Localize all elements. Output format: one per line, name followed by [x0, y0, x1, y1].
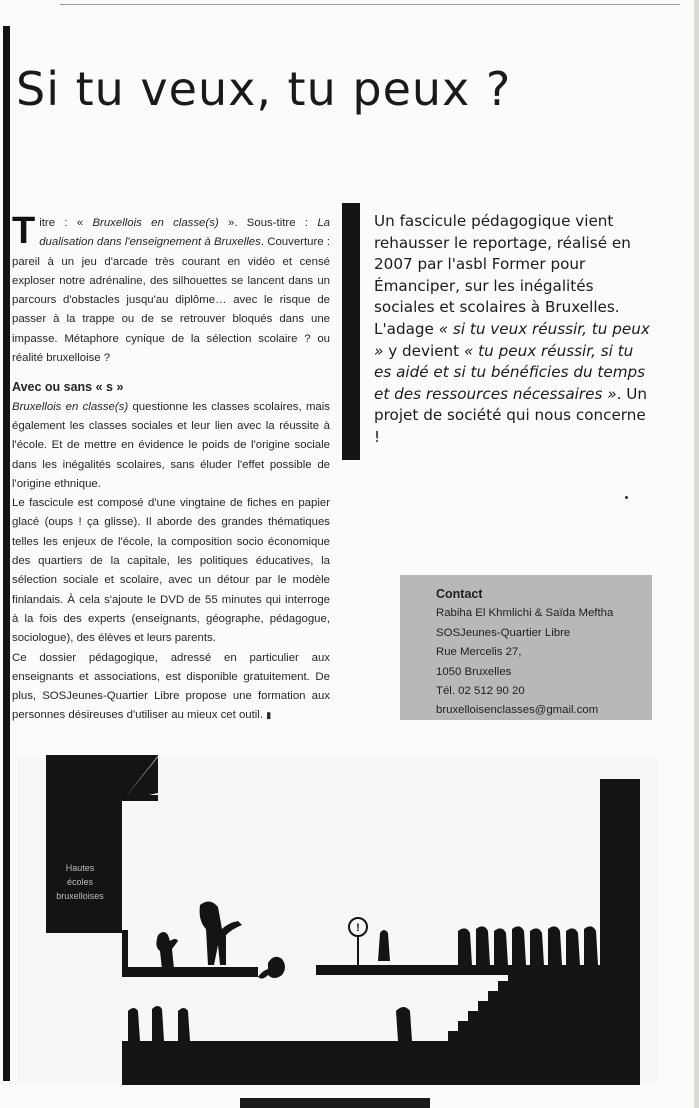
contact-phone: Tél. 02 512 90 20 [436, 685, 525, 698]
paragraph-3-text: Ce dossier pédagogique, adressé en particulier aux enseignants et associations, est disponible gratuitement. De plus, SOSJeunes-Quartier Libre propose une formation aux personnes désireuses d'utiliser au mieux cet outil. [12, 651, 330, 722]
contact-city: 1050 Bruxelles [436, 665, 512, 678]
paragraph-1 [12, 398, 330, 494]
paragraph-1-text: questionne les classes scolaires, mais également les classes sociales et leur lien avec la réussite à l'école. Et de mettre en évidence le poids de l'origine sociale dans les inégalités scolaires, sans éluder l'effet possible de l'origine ethnique. [12, 400, 330, 490]
pull-quote-run: . Un projet de société qui nous concerne ! [374, 384, 647, 446]
intro-run: . Couverture : pareil à un jeu d'arcade très courant en vidéo et censé exploser notre adrénaline, des silhouettes se lancent dans un parcours d'obstacles jusqu'au diplôme… avec le risque de passer à la trappe ou de se retrouver bloqués dans une impasse. Métaphore cynique de la sélection scolaire ? ou réalité bruxelloise ? [12, 236, 330, 365]
pull-quote-run: Un fascicule pédagogique vient rehausser le reportage, réalisé en 2007 par l'asbl Former pour Émanciper, sur les inégalités sociales et scolaires à Bruxelles. L'adage [374, 212, 631, 338]
paragraph-3 [12, 649, 330, 726]
intro-run: itre : « [39, 217, 93, 229]
publication-name: Bruxellois en classe(s) [12, 400, 129, 413]
pull-quote-run: y devient [383, 341, 464, 360]
pull-quote-run: « tu peux réussir, si tu es aidé et si tu bénéficies du temps et des ressources nécessaires » [374, 341, 646, 403]
building-label-line2: écoles [66, 877, 94, 887]
pull-quote [374, 211, 654, 449]
building-label-line1: Hautes [65, 863, 95, 873]
contact-heading: Contact [436, 587, 483, 601]
contact-organization: SOSJeunes-Quartier Libre [436, 626, 571, 639]
section-subheading: Avec ou sans « s » [12, 380, 124, 395]
warning-sign-symbol: ! [356, 922, 360, 934]
drop-cap: T [12, 210, 36, 252]
building-label-line3: bruxelloises [56, 891, 104, 901]
contact-box [400, 575, 652, 720]
dot-mark [625, 496, 628, 499]
left-margin-bar [3, 26, 10, 1081]
intro-text [12, 210, 330, 365]
intro-run: Bruxellois en classe(s) [92, 217, 219, 229]
intro-run: La dualisation dans l'enseignement à Bruxelles [39, 217, 330, 249]
article-body [12, 210, 330, 726]
contact-street: Rue Mercelis 27, [436, 646, 522, 659]
pull-quote-run: « si tu veux réussir, tu peux » [374, 319, 650, 360]
contact-name: Rabiha El Khmlichi & Saïda Meftha [436, 607, 614, 620]
top-rule [60, 4, 680, 5]
right-wall [600, 779, 640, 1085]
intro-run: ». Sous-titre : [218, 217, 318, 229]
end-mark-icon: ▮ [266, 710, 272, 721]
paragraph-2: Le fascicule est composé d'une vingtaine de fiches en papier glacé (oups ! ça glisse). Il aborde des grandes thématiques telles les enjeux de l'école, la composition socio économique des quartiers de la capitale, les politiques éducatives, la sélection sociale et scolaire, avec un détour par le modèle finlandais. À cela s'ajoute le DVD de 55 minutes qui interroge à la fois des experts (enseignants, géographe, pédagogue, sociologue), des élèves et leurs parents. [12, 497, 330, 645]
obstacle-course-illustration [18, 755, 658, 1085]
intro-paragraph [12, 210, 330, 368]
pull-quote-bar [342, 203, 360, 460]
contact-email[interactable]: bruxelloisenclasses@gmail.com [436, 704, 599, 717]
bottom-floor [122, 1041, 640, 1085]
footer-tab [240, 1098, 430, 1108]
article-title: Si tu veux, tu peux ? [16, 62, 512, 116]
page-edge [694, 0, 699, 1108]
